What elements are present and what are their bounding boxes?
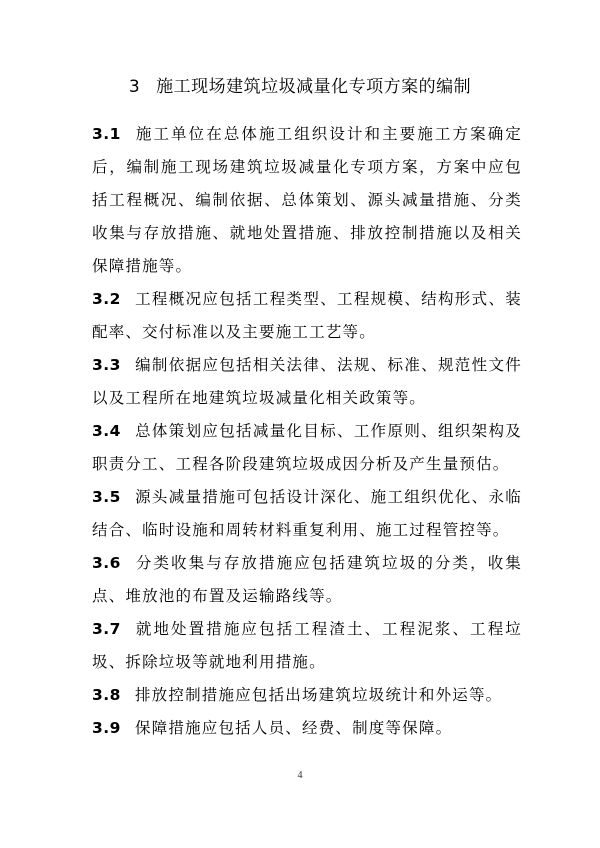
clause-text: 源头减量措施可包括设计深化、施工组织优化、永临结合、临时设施和周转材料重复利用、施工过程管控等。	[92, 488, 522, 539]
clause-paragraph	[92, 481, 522, 547]
clause-text: 就地处置措施应包括工程渣土、工程泥浆、工程垃圾、拆除垃圾等就地利用措施。	[92, 620, 522, 671]
page-number: 4	[297, 770, 303, 781]
clause-number: 3.7	[92, 620, 121, 638]
clause-text: 工程概况应包括工程类型、工程规模、结构形式、装配率、交付标准以及主要施工工艺等。	[92, 290, 522, 341]
clause-text: 保障措施应包括人员、经费、制度等保障。	[134, 719, 453, 737]
section-heading	[0, 72, 600, 97]
section-title: 施工现场建筑垃圾减量化专项方案的编制	[156, 77, 472, 97]
clause-number: 3.8	[92, 686, 121, 704]
clause-number: 3.2	[92, 290, 121, 308]
clause-text: 施工单位在总体施工组织设计和主要施工方案确定后，编制施工现场建筑垃圾减量化专项方案，方案中应包括工程概况、编制依据、总体策划、源头减量措施、分类收集与存放措施、就地处置措施、排放控制措施以及相关保障措施等。	[92, 125, 522, 275]
clause-paragraph	[92, 679, 522, 712]
clause-number: 3.4	[92, 422, 121, 440]
clause-text: 编制依据应包括相关法律、法规、标准、规范性文件以及工程所在地建筑垃圾减量化相关政策等。	[92, 356, 522, 407]
clause-text: 总体策划应包括减量化目标、工作原则、组织架构及职责分工、工程各阶段建筑垃圾成因分析及产生量预估。	[92, 422, 522, 473]
clause-text: 分类收集与存放措施应包括建筑垃圾的分类，收集点、堆放池的布置及运输路线等。	[92, 554, 522, 605]
clause-number: 3.9	[92, 719, 121, 737]
clause-paragraph	[92, 547, 522, 613]
clause-number: 3.3	[92, 356, 121, 374]
clause-number: 3.5	[92, 488, 121, 506]
clause-paragraph	[92, 712, 522, 745]
clause-paragraph	[92, 349, 522, 415]
clause-paragraph	[92, 415, 522, 481]
clause-paragraph	[92, 118, 522, 283]
clause-paragraph	[92, 613, 522, 679]
clause-paragraph	[92, 283, 522, 349]
section-body	[92, 118, 522, 745]
clause-number: 3.1	[92, 125, 121, 143]
section-number: 3	[128, 77, 141, 97]
clause-number: 3.6	[92, 554, 121, 572]
clause-text: 排放控制措施应包括出场建筑垃圾统计和外运等。	[134, 686, 503, 704]
